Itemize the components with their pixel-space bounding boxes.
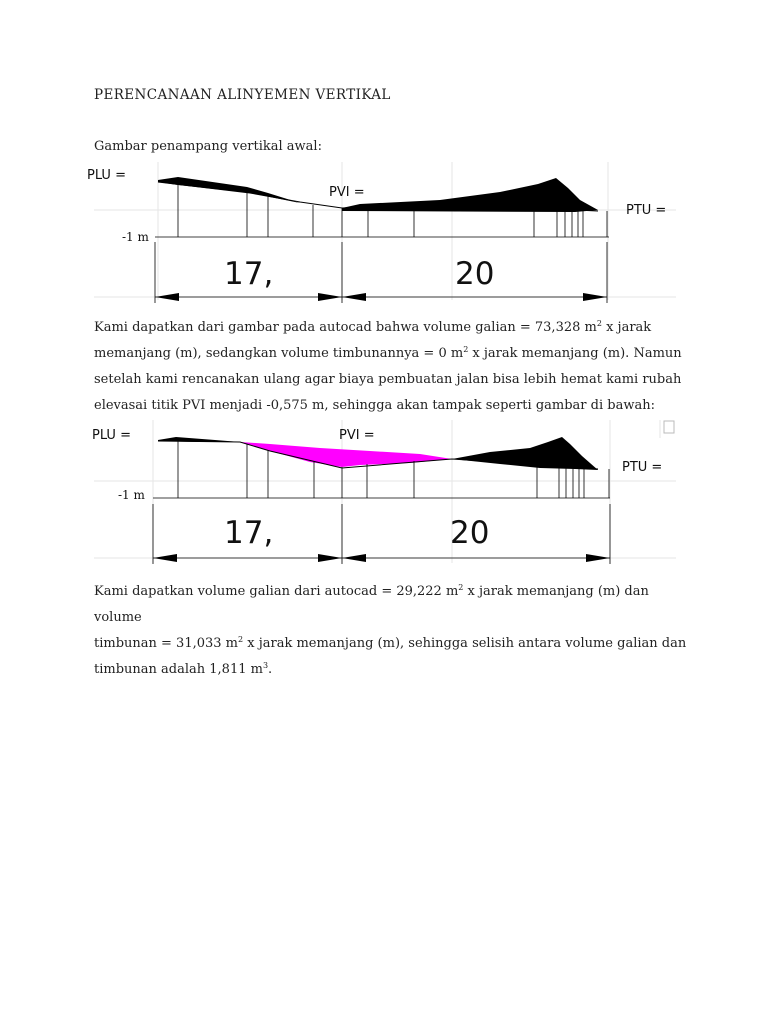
profile-figure-revised bbox=[0, 418, 768, 568]
superscript: 2 bbox=[458, 583, 464, 592]
dimension-left-label: 17, bbox=[224, 256, 274, 292]
plu-label: PLU = bbox=[92, 428, 131, 443]
ptu-label: PTU = bbox=[622, 460, 663, 475]
paragraph-text: Kami dapatkan dari gambar pada autocad bahwa volume galian = 73,328 m bbox=[94, 320, 597, 335]
paragraph-revised-result bbox=[94, 579, 694, 683]
dimension-right-label: 20 bbox=[450, 515, 490, 551]
pvi-label: PVI = bbox=[339, 428, 375, 443]
dimension-right-label: 20 bbox=[455, 256, 495, 292]
ptu-label: PTU = bbox=[626, 203, 667, 218]
pvi-label: PVI = bbox=[329, 185, 365, 200]
scale-label: -1 m bbox=[118, 488, 145, 502]
paragraph-text: x jarak memanjang (m), sehingga selisih antara volume galian dan bbox=[243, 636, 687, 651]
scale-label: -1 m bbox=[122, 230, 149, 244]
paragraph-text: Kami dapatkan volume galian dari autocad = 29,222 m bbox=[94, 584, 459, 599]
dimension-left-label: 17, bbox=[224, 515, 274, 551]
superscript: 2 bbox=[238, 635, 244, 644]
profile-drawing-revised bbox=[0, 418, 768, 568]
paragraph-initial-result bbox=[94, 315, 694, 419]
profile-drawing-initial bbox=[0, 160, 768, 305]
superscript: 2 bbox=[463, 345, 469, 354]
superscript: 3 bbox=[262, 661, 269, 670]
fill-area-shape bbox=[240, 442, 452, 467]
paragraph-text: timbunan adalah 1,811 m bbox=[94, 662, 263, 677]
page-title: PERENCANAAN ALINYEMEN VERTIKAL bbox=[94, 87, 391, 103]
plu-label: PLU = bbox=[87, 168, 126, 183]
superscript: 2 bbox=[596, 319, 602, 328]
paragraph-text: timbunan = 31,033 m bbox=[94, 636, 239, 651]
paragraph-text: setelah kami rencanakan ulang agar biaya pembuatan jalan bisa lebih hemat kami rubah bbox=[94, 372, 682, 387]
paragraph-text: . bbox=[268, 662, 273, 677]
intro-text: Gambar penampang vertikal awal: bbox=[94, 139, 322, 154]
paragraph-text: elevasai titik PVI menjadi -0,575 m, sehingga akan tampak seperti gambar di bawah: bbox=[94, 398, 655, 413]
paragraph-text: memanjang (m), sedangkan volume timbunannya = 0 m bbox=[94, 346, 464, 361]
profile-figure-initial bbox=[0, 160, 768, 305]
paragraph-text: x jarak memanjang (m). Namun bbox=[468, 346, 682, 361]
corner-mark bbox=[664, 421, 674, 433]
paragraph-text: x jarak bbox=[601, 320, 652, 335]
paragraph-text: x jarak memanjang (m) dan volume bbox=[94, 584, 649, 625]
